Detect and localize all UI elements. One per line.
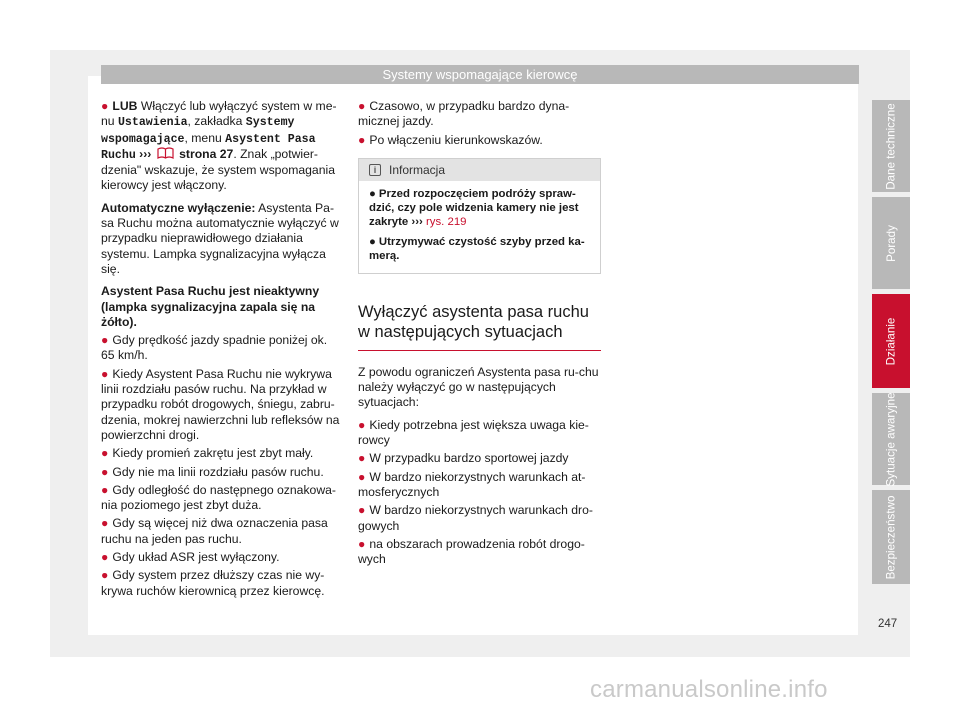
tab-dzialanie[interactable]: [872, 294, 910, 388]
page-reference[interactable]: strona 27: [175, 146, 234, 161]
list-item: [101, 367, 341, 443]
bullet-icon: ●: [358, 536, 366, 551]
bullet-icon: ●: [358, 451, 366, 466]
info-body: [359, 181, 600, 273]
list-item: [101, 333, 341, 364]
intro-paragraph: Z powodu ograniczeń Asystenta pasa ru-chu należy wyłączyć go w następujących sytuacjach:: [358, 364, 599, 410]
text: . Znak „potwier-dzenia" wskazuje, że system wspomagania kierowcy jest włączony.: [101, 146, 335, 193]
text: Gdy odległość do następnego oznakowa-nia poziomego jest zbyt duża.: [101, 482, 336, 513]
text: , zakładka: [187, 114, 246, 129]
list-item: [358, 470, 601, 501]
tab-sytuacje-awaryjne[interactable]: [872, 393, 910, 485]
list-item: [358, 133, 601, 148]
text: Po włączeniu kierunkowskazów.: [369, 132, 543, 147]
left-column: [101, 99, 341, 602]
bullet-icon: ●: [358, 132, 366, 147]
page-number: 247: [878, 618, 898, 630]
bullet-icon: ●: [101, 568, 109, 583]
text: Przed rozpoczęciem podróży spraw-dzić, czy pole widzenia kamery nie jest zakryte: [369, 187, 579, 228]
bullet-icon: ●: [101, 516, 109, 531]
bullet-icon: ●: [369, 187, 376, 200]
info-header: [359, 159, 600, 181]
figure-reference[interactable]: rys. 219: [422, 215, 467, 228]
arrows: ›››: [135, 146, 152, 161]
text: Włączyć lub wyłączyć system w me-nu: [101, 99, 337, 129]
book-icon: [157, 147, 174, 159]
auto-off-paragraph: [101, 201, 341, 277]
text: Utrzymywać czystość szyby przed ka-merą.: [369, 235, 585, 262]
menu-settings: Ustawienia: [117, 116, 188, 130]
bullet-icon: ●: [101, 464, 109, 479]
bullet-icon: ●: [358, 417, 366, 432]
tab-label: Działanie: [884, 317, 898, 365]
list-item: [358, 503, 601, 534]
info-item: [369, 187, 592, 229]
text: , menu: [184, 130, 226, 145]
arrows: ›››: [408, 215, 423, 228]
tab-bezpieczenstwo[interactable]: [872, 490, 910, 584]
bullet-icon: ●: [101, 550, 109, 565]
tab-label: Sytuacje awaryjne: [884, 391, 898, 487]
tab-label: Dane techniczne: [884, 102, 898, 190]
bullet-icon: ●: [101, 99, 109, 113]
right-column: [358, 99, 601, 570]
bullet-icon: ●: [101, 366, 109, 381]
info-title: Informacja: [389, 162, 446, 177]
tab-dane-techniczne[interactable]: [872, 100, 910, 192]
menu-assist-systems: Systemy wspomagające: [101, 116, 295, 146]
list-item: [101, 516, 341, 547]
bullet-icon: ●: [358, 99, 366, 113]
list-item: [101, 568, 341, 599]
menu-lane-assist: Asystent Pasa Ruchu: [101, 132, 316, 162]
list-item: [101, 483, 341, 514]
list-item: [358, 537, 601, 568]
text: Kiedy Asystent Pasa Ruchu nie wykrywa linii rozdziału pasów ruchu. Na przykład w przypadku robót drogowych, śniegu, zabru-dzenia, mokrej nawierzchni lub refleksów na powierzchni drogi.: [101, 366, 340, 442]
list-item: [101, 465, 341, 480]
watermark: carmanualsonline.info: [590, 676, 828, 703]
bullet-icon: ●: [101, 446, 109, 461]
text: Gdy nie ma linii rozdziału pasów ruchu.: [112, 464, 324, 479]
text: Gdy prędkość jazdy spadnie poniżej ok. 65 km/h.: [101, 333, 328, 363]
text: Gdy układ ASR jest wyłączony.: [112, 550, 280, 565]
bullet-icon: ●: [101, 333, 109, 348]
text: Kiedy promień zakrętu jest zbyt mały.: [112, 446, 314, 461]
text: Gdy są więcej niż dwa oznaczenia pasa ruchu na jeden pas ruchu.: [101, 516, 328, 546]
text: W bardzo niekorzystnych warunkach dro-gowych: [358, 503, 593, 533]
list-item: [358, 99, 601, 130]
tab-label: Porady: [884, 224, 898, 262]
bullet-icon: ●: [358, 503, 366, 518]
text: W bardzo niekorzystnych warunkach at-mosferycznych: [358, 469, 586, 499]
tab-label: Bezpieczeństwo: [884, 495, 898, 579]
text: Kiedy potrzebna jest większa uwaga kie-rowcy: [358, 417, 589, 448]
list-item: [101, 550, 341, 565]
auto-off-label: Automatyczne wyłączenie:: [101, 200, 256, 215]
tab-porady[interactable]: [872, 197, 910, 289]
list-item: [101, 446, 341, 461]
info-box: [358, 158, 601, 274]
section-title: Wyłączyć asystenta pasa ruchu w następujących sytuacjach: [358, 302, 601, 351]
lub-label: LUB: [112, 99, 138, 113]
list-item: [358, 451, 601, 466]
list-item: [358, 418, 601, 449]
bullet-icon: ●: [358, 469, 366, 484]
text: Asystenta Pa-sa Ruchu można automatycznie wyłączyć w przypadku nieprawidłowego działania systemu. Lampka sygnalizacyjna wyłącza się.: [101, 200, 339, 276]
text: na obszarach prowadzenia robót drogo-wych: [358, 536, 585, 567]
lub-paragraph: [101, 99, 341, 194]
bullet-icon: ●: [101, 482, 109, 497]
text: Czasowo, w przypadku bardzo dyna-micznej jazdy.: [358, 99, 570, 129]
info-icon: i: [369, 164, 381, 176]
text: Gdy system przez dłuższy czas nie wy-krywa ruchów kierownicą przez kierowcę.: [101, 568, 325, 598]
bullet-icon: ●: [369, 235, 376, 248]
info-item: [369, 235, 592, 263]
inactive-heading: Asystent Pasa Ruchu jest nieaktywny (lampka sygnalizacyjna zapala się na żółto).: [101, 284, 320, 329]
page-header: Systemy wspomagające kierowcę: [101, 65, 859, 84]
text: W przypadku bardzo sportowej jazdy: [369, 451, 569, 466]
